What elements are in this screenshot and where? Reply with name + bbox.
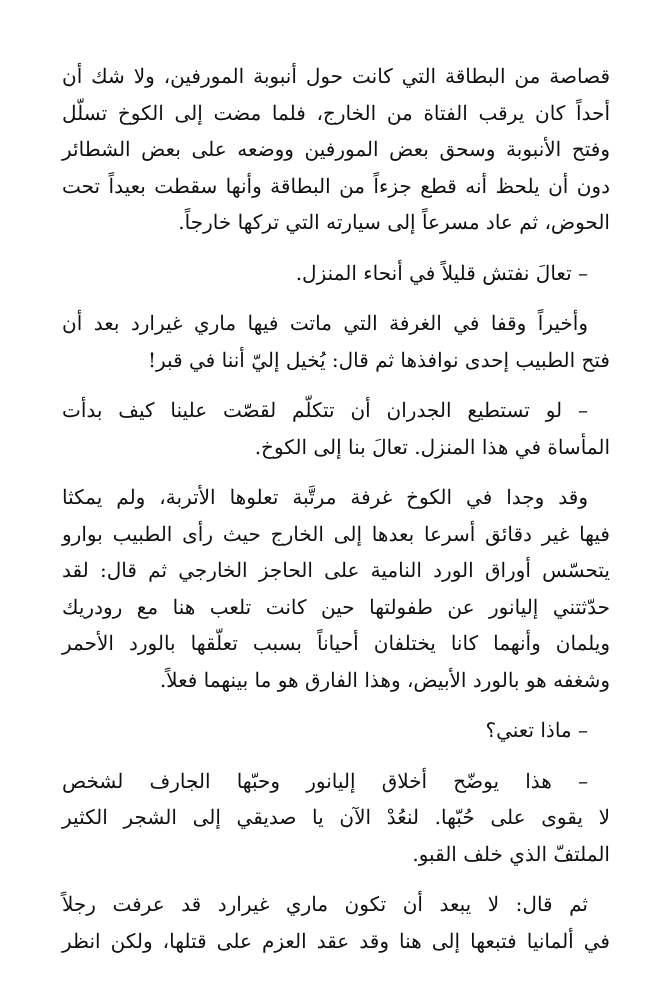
paragraph bbox=[62, 712, 610, 749]
paragraph bbox=[62, 479, 610, 698]
text-line: – هذا يوضّح أخلاق إليانور وحبّها الجارف لشخص bbox=[62, 768, 588, 793]
text-line: وفتح الأنبوبة وسحق بعض المورفين ووضعه على بعض الشطائر bbox=[62, 137, 610, 161]
text-line: وشغفه هو بالورد الأبيض، وهذا الفارق هو ما بينهما فعلاً. bbox=[159, 667, 610, 692]
paragraph bbox=[62, 763, 610, 873]
text-line: وأخيراً وقفا في الغرفة التي ماتت فيها ماري غيرارد بعد أن bbox=[62, 311, 588, 335]
text-line: – لو تستطيع الجدران أن تتكلّم لقصّت علينا كيف بدأت bbox=[62, 398, 588, 422]
text-line: يتحسّس أوراق الورد النامية على الحاجز الخارجي ثم قال: لقد bbox=[62, 558, 610, 582]
text-line: – تعالَ نفتش قليلاً في أنحاء المنزل. bbox=[295, 260, 588, 285]
paragraph bbox=[62, 255, 610, 292]
text-line: دون أن يلحظ أنه قطع جزءاً من البطاقة وأنها سقطت بعيداً تحت bbox=[62, 173, 610, 198]
text-line: ويلمان وأنهما كانا يختلفان أحياناً بسبب تعلّقها بالورد الأحمر bbox=[62, 631, 610, 655]
text-line: – ماذا تعني؟ bbox=[485, 718, 588, 742]
text-line: فتح الطبيب إحدى نوافذها ثم قال: يُخيل إليّ أننا في قبر! bbox=[147, 347, 610, 372]
text-line: المأساة في هذا المنزل. تعالَ بنا إلى الكوخ. bbox=[254, 434, 610, 459]
text-line: حدّثتني إليانور عن طفولتها حين كانت تلعب هنا مع رودريك bbox=[62, 594, 610, 619]
paragraph bbox=[62, 392, 610, 465]
text-line: ثم قال: لا يبعد أن تكون ماري غيرارد قد عرفت رجلاً bbox=[62, 892, 588, 916]
text-line: الحوض، ثم عاد مسرعاً إلى سيارته التي تركها خارجاً. bbox=[178, 210, 610, 234]
book-page bbox=[62, 58, 610, 973]
paragraph bbox=[62, 305, 610, 378]
paragraph bbox=[62, 58, 610, 241]
text-line: وقد وجدا في الكوخ غرفة مرتَّبة تعلوها الأتربة، ولم يمكثا bbox=[62, 485, 588, 509]
text-line: فيها غير دقائق أسرعا بعدها إلى الخارج حيث رأى الطبيب بوارو bbox=[62, 521, 610, 546]
text-line: قصاصة من البطاقة التي كانت حول أنبوبة المورفين، ولا شك أن bbox=[62, 64, 610, 88]
text-line: الملتفّ الذي خلف القبو. bbox=[412, 841, 610, 866]
text-line: في ألمانيا فتبعها إلى هنا وقد عقد العزم على قتلها، ولكن انظر bbox=[62, 928, 610, 953]
text-line: لا يقوى على حُبّها. لنعُدْ الآن يا صديقي إلى الشجر الكثير bbox=[62, 805, 610, 829]
text-line: أحداً كان يرقب الفتاة من الخارج، فلما مضت إلى الكوخ تسلّل bbox=[62, 100, 610, 125]
paragraph bbox=[62, 886, 610, 959]
